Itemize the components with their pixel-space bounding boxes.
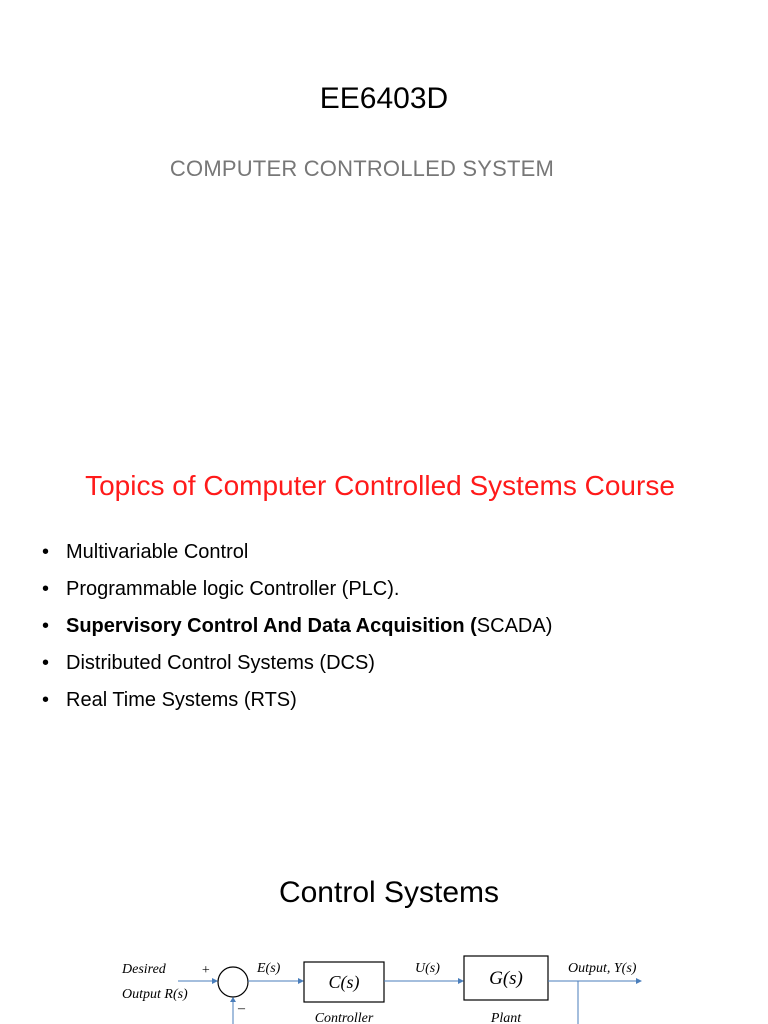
input-arrowhead	[212, 978, 218, 984]
summing-junction	[218, 967, 248, 997]
list-item: • Programmable logic Controller (PLC).	[42, 571, 552, 608]
block-diagram	[0, 940, 768, 1024]
error-label: E(s)	[257, 961, 281, 976]
control-signal-arrowhead	[458, 978, 464, 984]
plant-block-label: G(s)	[489, 968, 523, 989]
list-item: • Multivariable Control	[42, 534, 552, 571]
list-item: • Real Time Systems (RTS)	[42, 682, 552, 719]
course-code-title: EE6403D	[319, 82, 449, 115]
topics-title: Topics of Computer Controlled Systems Course	[85, 470, 675, 501]
output-label: Output, Y(s)	[568, 961, 637, 976]
control-systems-slide	[0, 800, 768, 1024]
plus-sign: +	[201, 963, 211, 978]
control-systems-title: Control Systems	[278, 876, 500, 909]
input-label-desired: Desired	[122, 962, 166, 977]
topics-slide	[0, 430, 768, 800]
plant-caption: Plant	[490, 1011, 522, 1024]
feedback-arrowhead	[230, 997, 236, 1002]
error-arrowhead	[298, 978, 304, 984]
title-slide	[0, 0, 768, 430]
controller-block-label: C(s)	[328, 972, 360, 992]
list-item: • Supervisory Control And Data Acquisition (SCADA)	[42, 608, 552, 645]
control-signal-label: U(s)	[415, 961, 440, 976]
input-label-output-r: Output R(s)	[122, 987, 188, 1002]
controller-caption: Controller	[314, 1011, 374, 1024]
bold-term: Supervisory Control And Data Acquisition (	[66, 615, 477, 637]
topics-list	[42, 534, 552, 719]
list-item: • Distributed Control Systems (DCS)	[42, 645, 552, 682]
output-arrowhead	[636, 978, 642, 984]
minus-sign: –	[238, 1001, 245, 1016]
course-subtitle: COMPUTER CONTROLLED SYSTEM	[169, 156, 555, 181]
